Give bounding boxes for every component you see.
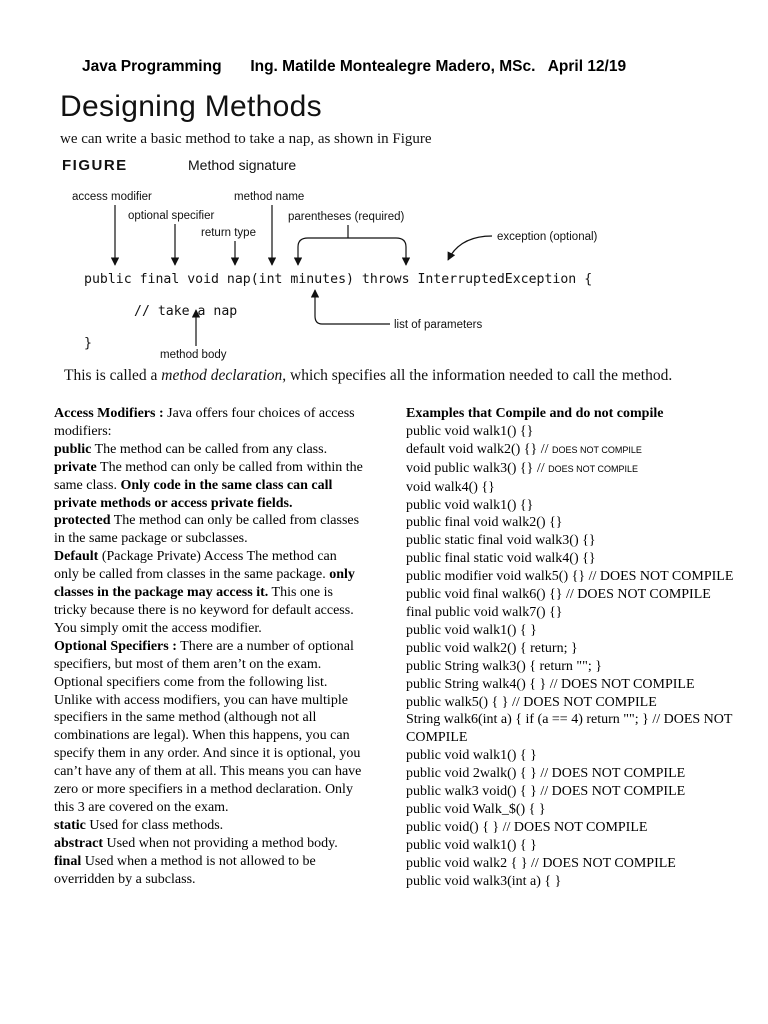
example-line: public final static void walk4() {} [406,551,596,567]
protected-paragraph: protected The method can only be called from classes in the same package or subclasses. [54,513,360,547]
example-line: public final void walk2() {} [406,515,563,531]
intro-text: we can write a basic method to take a nap, as shown in Figure [60,131,432,147]
example-line: public static final void walk3() {} [406,533,596,549]
example-line: public void walk2 { } // DOES NOT COMPILE [406,855,676,871]
access-modifiers-paragraph: Access Modifiers : Java offers four choices of access modifiers: [54,406,355,439]
private-paragraph: private The method can only be called from within the same class. Only code in the same class can call private methods or access private fields. [54,459,363,511]
course-name: Java Programming [82,58,222,75]
static-paragraph: static Used for class methods. [54,817,224,833]
example-line: default void walk2() {} // DOES NOT COMPILE [406,441,642,457]
code-signature: public final void nap(int minutes) throws InterruptedException { [84,272,593,287]
method-signature-figure [60,150,720,368]
author-name: Ing. Matilde Montealegre Madero, MSc. [250,58,536,75]
example-line: public walk3 void() { } // DOES NOT COMPILE [406,784,686,800]
example-line: void walk4() {} [406,479,495,495]
example-line: public void walk1() {} [406,423,534,439]
example-line: public void walk1() { } [406,622,537,638]
default-paragraph: Default (Package Private) Access The method can only be called from classes in the same package. only classes in the package may access it. This one is tricky because there is no keyword for default access. You simply omit the access modifier. [54,549,355,636]
document-header [82,58,722,76]
method-declaration-caption: This is called a method declaration, which specifies all the information needed to call the method. [64,367,673,384]
label-parentheses: parentheses (required) [288,211,405,223]
document-date: April 12/19 [547,58,627,75]
example-line: public void walk1() { } [406,837,537,853]
figure-label: FIGURE [62,157,128,174]
page-title: Designing Methods [60,90,322,123]
example-line: public void walk1() {} [406,497,534,513]
example-line: String walk6(int a) { if (a == 4) return ""; } // DOES NOT COMPILE [406,712,733,746]
parentheses-bracket [298,238,406,265]
label-access-modifier: access modifier [72,191,152,203]
example-line: public void() { } // DOES NOT COMPILE [406,819,648,835]
example-line: public void walk1() { } [406,748,537,764]
left-column [54,405,364,888]
term-method-declaration: method declaration [161,367,283,384]
example-line: public void walk2() { return; } [406,640,578,656]
right-column [406,405,736,890]
example-line: final public void walk7() {} [406,604,563,620]
code-comment: // take a nap [134,304,238,319]
examples-heading: Examples that Compile and do not compile [406,406,664,421]
label-exception: exception (optional) [497,231,598,243]
example-line: public modifier void walk5() {} // DOES NOT COMPILE [406,569,734,585]
example-line: public String walk3() { return ""; } [406,658,602,674]
code-closing-brace: } [84,336,92,351]
public-paragraph: public The method can be called from any class. [54,441,328,457]
final-paragraph: final Used when a method is not allowed to be overridden by a subclass. [54,853,316,887]
label-parameters: list of parameters [394,319,483,331]
example-line: public void walk3(int a) { } [406,873,562,889]
figure-caption: Method signature [188,157,297,173]
does-not-compile-note: DOES NOT COMPILE [552,444,642,455]
example-line: public String walk4() { } // DOES NOT COMPILE [406,676,695,692]
optional-specifiers-paragraph: Optional Specifiers : There are a number of optional specifiers, but most of them aren’t on the exam. Optional specifiers come from the following list. Unlike with access modifiers, you can have multiple specifiers in the same method (although not all combinations are legal). When this happens, you can specify them in any order. And since it is optional, you can’t have any of them at all. This means you can have zero or more specifiers in a method declaration. Only this 3 are covered on the exam. [54,638,362,815]
does-not-compile-note: DOES NOT COMPILE [548,463,638,474]
label-optional-specifier: optional specifier [128,210,215,222]
example-line: public walk5() { } // DOES NOT COMPILE [406,694,657,710]
example-line: public void Walk_$() { } [406,801,546,817]
example-line: public void final walk6() {} // DOES NOT COMPILE [406,587,711,603]
label-return-type: return type [201,227,256,239]
example-line: public void 2walk() { } // DOES NOT COMPILE [406,766,686,782]
arrow-parameters [315,290,390,324]
label-method-name: method name [234,191,305,203]
abstract-paragraph: abstract Used when not providing a method body. [54,835,338,851]
label-method-body: method body [160,349,227,361]
example-line: void public walk3() {} // DOES NOT COMPILE [406,460,638,476]
arrow-exception [448,236,492,260]
